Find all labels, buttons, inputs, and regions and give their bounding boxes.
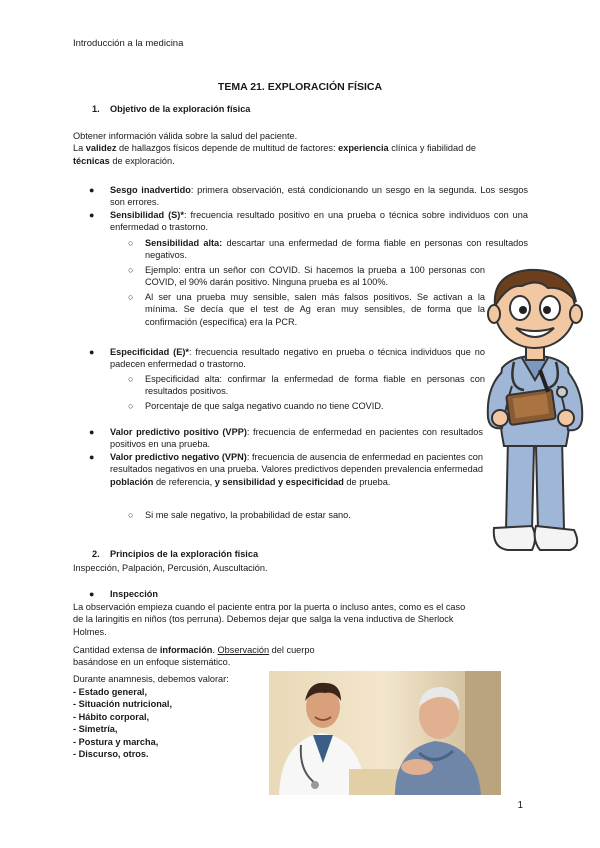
circle-bullet-icon: ○ bbox=[128, 374, 134, 384]
cartoon-doctor-illustration bbox=[478, 268, 592, 560]
section-2-principles: Inspección, Palpación, Percusión, Auscultación. bbox=[73, 563, 268, 573]
bullet-dot-icon: ● bbox=[89, 347, 95, 357]
section-1-title: Objetivo de la exploración física bbox=[110, 104, 251, 114]
section-2-title: Principios de la exploración física bbox=[110, 549, 259, 559]
bullet-list-1 bbox=[89, 184, 528, 234]
circle-bullet-icon: ○ bbox=[128, 400, 134, 411]
bullet-especificidad: ● Especificidad (E)*: frecuencia resultado negativo en prueba o técnica individuos que no padecen enfermedad o trastorno. bbox=[89, 347, 486, 370]
bullet-sesgo: ● Sesgo inadvertido: primera observación, está condicionando un sesgo en la segunda. Los sesgos son errores. bbox=[89, 185, 528, 208]
bullet-dot-icon: ● bbox=[89, 589, 95, 599]
bullet-dot-icon: ● bbox=[89, 185, 95, 195]
circle-bullet-icon: ○ bbox=[128, 238, 134, 248]
sub-item-ejemplo: ○ Ejemplo: entra un señor con COVID. Si hacemos la prueba a 100 personas con COVID, el 90% darán positivo. Ninguna prueba es al 100%. bbox=[128, 265, 485, 288]
valorar-item: - Postura y marcha, bbox=[73, 736, 159, 747]
page-title: TEMA 21. EXPLORACIÓN FÍSICA bbox=[217, 81, 383, 93]
circle-bullet-icon: ○ bbox=[128, 510, 134, 520]
section-2-heading bbox=[92, 549, 258, 559]
bullet-vpp: ● Valor predictivo positivo (VPP): frecuencia de enfermedad en pacientes con resultados positivos en una prueba. bbox=[89, 427, 483, 450]
page-number: 1 bbox=[517, 800, 523, 811]
valorar-item: - Situación nutricional, bbox=[73, 699, 173, 710]
intro-line-2: La validez de hallazgos físicos depende de multitud de factores: experiencia clínica y fiabilidad de bbox=[73, 143, 477, 154]
valorar-item: - Estado general, bbox=[73, 687, 148, 697]
bullet-list-4 bbox=[89, 588, 158, 600]
circle-bullet-icon: ○ bbox=[128, 265, 134, 275]
sub-item-falsos-positivos: ○ Al ser una prueba muy sensible, salen más falsos positivos. Se activan a la mínima. Se decía que el test de Ag eran muy sensibles, de forma que la confirmación (específica) era la PCR. bbox=[128, 291, 485, 327]
section-1-number: 1. bbox=[92, 104, 100, 114]
doctor-patient-photo bbox=[269, 671, 501, 795]
bullet-dot-icon: ● bbox=[89, 451, 95, 462]
bullet-list-2 bbox=[89, 346, 486, 371]
bullet-vpn: ● Valor predictivo negativo (VPN): frecuencia de ausencia de enfermedad en pacientes con resultados negativos en una prueba. Valores predictivos dependen prevalencia enfermedad población de referencia, y sensibilidad y especificidad de prueba. bbox=[89, 451, 483, 487]
sub-item-porcentaje: ○ Porcentaje de que salga negativo cuando no tiene COVID. bbox=[128, 400, 384, 411]
bullet-sensibilidad: ● Sensibilidad (S)*: frecuencia resultado positivo en una prueba o técnica sobre individuos con una enfermedad o trastorno. bbox=[89, 209, 528, 233]
sensibilidad-sublist-a bbox=[128, 237, 528, 262]
intro-line-1: Obtener información válida sobre la salud del paciente. bbox=[73, 131, 298, 141]
bullet-dot-icon: ● bbox=[89, 427, 95, 437]
valorar-item: - Hábito corporal, bbox=[73, 711, 150, 722]
section-1-intro bbox=[73, 130, 528, 167]
sensibilidad-sublist-b bbox=[128, 264, 485, 328]
section-1-heading bbox=[92, 104, 250, 114]
bullet-dot-icon: ● bbox=[89, 209, 95, 220]
vpn-sublist bbox=[128, 509, 485, 521]
circle-bullet-icon: ○ bbox=[128, 291, 134, 302]
bullet-inspeccion: ● Inspección bbox=[89, 589, 158, 599]
bullet-list-3 bbox=[89, 426, 483, 488]
section-2-number: 2. bbox=[92, 549, 100, 559]
valorar-item: - Discurso, otros. bbox=[73, 749, 149, 760]
sub-item-espec-alta: ○ Especificidad alta: confirmar la enfermedad de forma fiable en personas con resultados positivos. bbox=[128, 374, 485, 397]
inspeccion-paragraph-2: Cantidad extensa de información. Observación del cuerpo basándose en un enfoque sistemático. bbox=[73, 645, 315, 668]
inspeccion-valorar-intro: Durante anamnesis, debemos valorar: bbox=[73, 674, 229, 684]
inspeccion-paragraph-1: La observación empieza cuando el paciente entra por la puerta o incluso antes, como es el caso de la laringitis en niños (tos perruna). Debemos dejar que salga la vena inductiva de Sherlock Holmes. bbox=[73, 602, 466, 637]
especificidad-sublist bbox=[128, 373, 485, 412]
sub-item-sens-alta: ○ Sensibilidad alta: descartar una enfermedad de forma fiable en personas con resultados negativos. bbox=[128, 238, 528, 261]
valorar-item: - Simetría, bbox=[73, 724, 118, 735]
intro-line-3: técnicas de exploración. bbox=[73, 155, 175, 166]
sub-item-sano: ○ Si me sale negativo, la probabilidad de estar sano. bbox=[128, 510, 351, 520]
valorar-list bbox=[73, 686, 172, 760]
page-header: Introducción a la medicina bbox=[73, 38, 184, 49]
